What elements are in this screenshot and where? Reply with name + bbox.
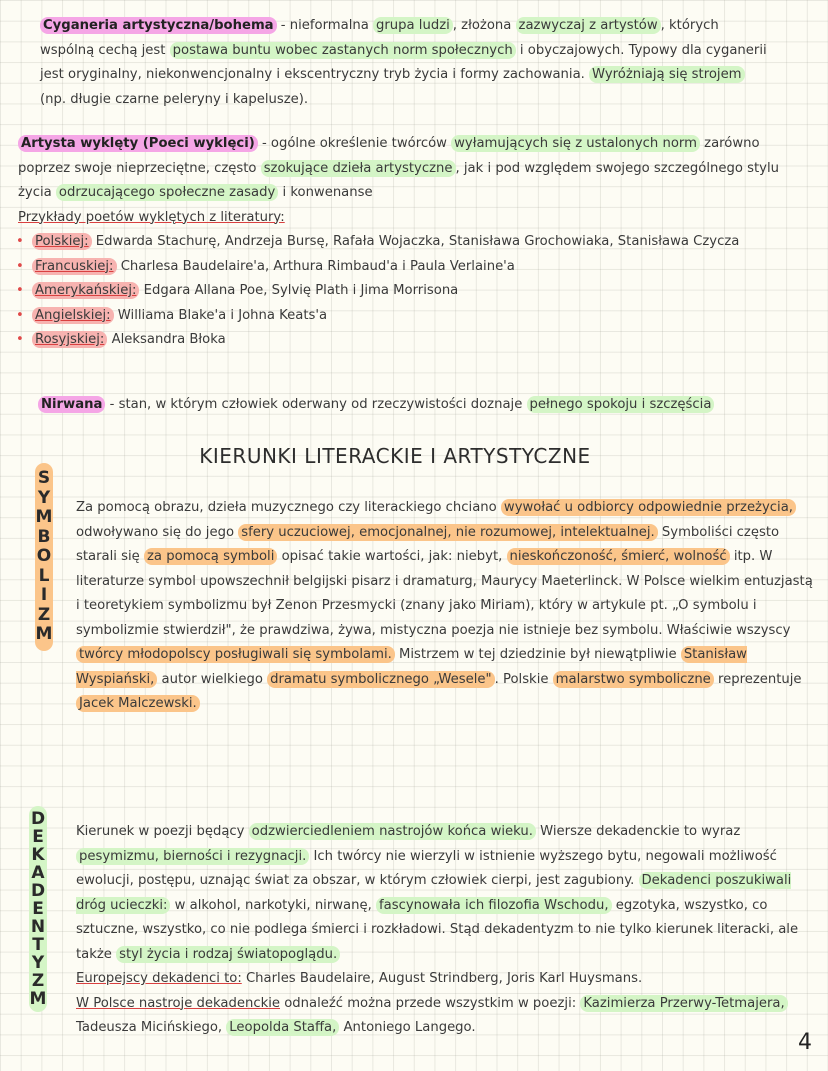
list-item: • Angielskiej: Williama Blake'a i Johna Keats'a [18, 304, 788, 329]
list-item: • Francuskiej: Charlesa Baudelaire'a, Arthura Rimbaud'a i Paula Verlaine'a [18, 255, 788, 280]
list-item: • Amerykańskiej: Edgara Allana Poe, Sylvię Plath i Jima Morrisona [18, 279, 788, 304]
artysta-wyklety-definition [18, 132, 788, 353]
page-number: 4 [798, 1030, 812, 1055]
dekadentyzm-vertical-label: D E K A D E N T Y Z M [29, 806, 47, 1012]
poets-list [18, 230, 788, 353]
wyklety-term: Artysta wyklęty (Poeci wyklęci) [18, 135, 258, 152]
list-item: • Rosyjskiej: Aleksandra Błoka [18, 328, 788, 353]
cyganeria-term: Cyganeria artystyczna/bohema [40, 17, 277, 34]
list-item: • Polskiej: Edwarda Stachurę, Andrzeja Bursę, Rafała Wojaczka, Stanisława Grochowiaka, Stanisława Czycza [18, 230, 788, 255]
examples-label: Przykłady poetów wyklętych z literatury: [18, 209, 285, 225]
symbolizm-vertical-label: S Y M B O L I Z M [35, 463, 53, 651]
symbolizm-paragraph: Za pomocą obrazu, dzieła muzycznego czy literackiego chciano wywołać u odbiorcy odpowiednie przeżycia, odwoływano się do jego sfery uczuciowej, emocjonalnej, nie rozumowej, intelektualnej. Symboliści często starali się za pomocą symboli opisać takie wartości, jak: niebyt, nieskończoność, śmierć, wolność itp. W literaturze symbol upowszechnił belgijski pisarz i dramaturg, Maurycy Maeterlinck. W Polsce wielkim entuzjastą i teoretykiem symbolizmu był Zenon Przesmycki (znany jako Miriam), który w artykule pt. „O symbolu i symbolizmie stwierdził", że prawdziwa, żywa, mistyczna poezja nie istnieje bez symbolu. Właściwie wszyscy twórcy młodopolscy posługiwali się symbolami. Mistrzem w tej dziedzinie był niewątpliwie Stanisław Wyspiański, autor wielkiego dramatu symbolicznego „Wesele" . Polskie malarstwo symboliczne reprezentuje Jacek Malczewski. [76, 500, 813, 711]
nirwana-term: Nirwana [38, 396, 105, 413]
nirwana-definition: Nirwana - stan, w którym człowiek oderwany od rzeczywistości doznaje pełnego spokoju i szczęścia [38, 393, 798, 418]
wyklety-paragraph: Artysta wyklęty (Poeci wyklęci) - ogólne określenie twórców wyłamujących się z ustalonych norm zarówno poprzez swoje nieprzeciętne, często szokujące dzieła artystyczne , jak i pod względem swojego szczególnego stylu życia odrzucającego społeczne zasady i konwenanse [18, 136, 779, 200]
polska-dekadenci-label: W Polsce nastroje dekadenckie [76, 995, 280, 1011]
cyganeria-definition: Cyganeria artystyczna/bohema - nieformalna grupa ludzi , złożona zazwyczaj z artystów , których wspólną cechą jest postawa buntu wobec zastanych norm społecznych i obyczajowych. Typowy dla cyganerii jest oryginalny, niekonwencjonalny i ekscentryczny tryb życia i formy zachowania. Wyróżniają się strojem (np. długie czarne peleryny i kapelusze). [40, 18, 767, 107]
section-title: KIERUNKI LITERACKIE I ARTYSTYCZNE [199, 444, 591, 468]
dekadentyzm-paragraph: Kierunek w poezji będący odzwierciedleniem nastrojów końca wieku. Wiersze dekadenckie to wyraz pesymizmu, bierności i rezygnacji. Ich twórcy nie wierzyli w istnienie wyższego bytu, negowali możliwość ewolucji, postępu, uznając świat za obszar, w którym człowiek cierpi, jest zagubiony. Dekadenci poszukiwali dróg ucieczki: w alkohol, narkotyki, nirwanę, fascynowała ich filozofia Wschodu, egzotyka, wszystko, co sztuczne, wszystko, co nie podlega śmierci i rozkładowi. Stąd dekadentyzm to nie tylko kierunek literacki, ale także styl życia i rodzaj światopoglądu. Europejscy dekadenci to: Charles Baudelaire, August Strindberg, Joris Karl Huysmans. W Polsce nastroje dekadenckie odnaleźć można przede wszystkim w poezji: Kazimierza Przerwy-Tetmajera, Tadeusza Micińskiego, Leopolda Staffa, Antoniego Langego. [76, 824, 799, 1035]
europejscy-dekadenci-label: Europejscy dekadenci to: [76, 971, 242, 986]
